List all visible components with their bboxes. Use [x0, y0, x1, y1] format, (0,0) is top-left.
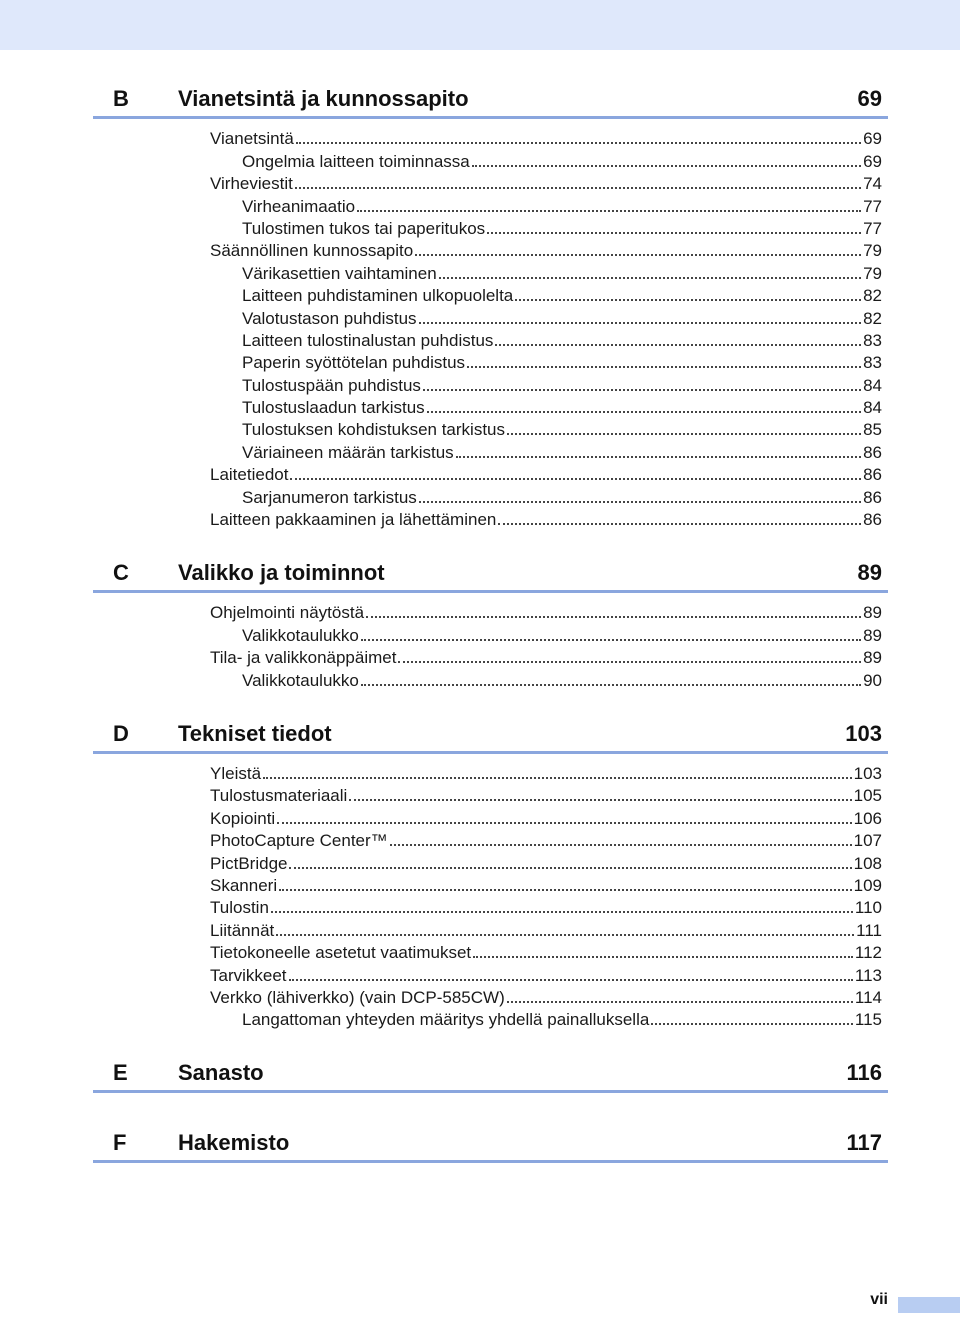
toc-entry-page: 89 — [863, 603, 882, 623]
dot-leader — [349, 799, 851, 801]
toc-entry-page: 86 — [863, 442, 882, 462]
chapter-letter: E — [113, 1060, 128, 1086]
chapter-title: Vianetsintä ja kunnossapito — [178, 86, 469, 111]
toc-entry-page: 84 — [863, 375, 882, 395]
dot-leader — [398, 661, 861, 663]
toc-entry-page: 82 — [863, 286, 882, 306]
chapter-title: Tekniset tiedot — [178, 720, 332, 746]
toc-entry[interactable] — [93, 942, 888, 964]
toc-entry-page: 83 — [863, 353, 882, 373]
dot-leader — [361, 684, 861, 686]
toc-entry-page: 79 — [863, 263, 882, 283]
chapter-section — [93, 1128, 888, 1163]
toc-entry-page: 86 — [863, 465, 882, 485]
toc-entry-page: 107 — [853, 831, 882, 851]
dot-leader — [467, 366, 861, 368]
dot-leader — [507, 1001, 853, 1003]
toc-entry[interactable] — [93, 763, 888, 785]
chapter-heading[interactable] — [93, 1058, 888, 1093]
chapter-letter: B — [113, 86, 129, 111]
dot-leader — [423, 389, 861, 391]
toc-entry-text: Virheviestit — [210, 174, 293, 194]
toc-entry[interactable] — [93, 397, 888, 419]
toc-entry-text: Skanneri — [210, 875, 278, 895]
toc-entry[interactable] — [93, 852, 888, 874]
toc-entry[interactable] — [93, 441, 888, 463]
toc-entry-text: Tulostin — [210, 898, 269, 918]
toc-entry-text: Tila- ja valikkonäppäimet — [210, 648, 397, 668]
dot-leader — [472, 165, 861, 167]
dot-leader — [279, 889, 852, 891]
toc-entry[interactable] — [93, 195, 888, 217]
toc-entry-text: Valotustason puhdistus — [242, 308, 417, 328]
toc-entry[interactable] — [93, 785, 888, 807]
toc-entry-text: Langattoman yhteyden määritys yhdellä painalluksella — [242, 1010, 650, 1030]
toc-entry[interactable] — [93, 875, 888, 897]
toc-entry-text: Yleistä — [210, 763, 262, 783]
toc-entry-text: Liitännät — [210, 920, 275, 940]
toc-entry-page: 90 — [863, 670, 882, 690]
page-number: vii — [870, 1291, 888, 1308]
toc-entry-text: PhotoCapture Center™ — [210, 831, 388, 851]
toc-entry[interactable] — [93, 807, 888, 829]
toc-entry-page: 108 — [853, 853, 882, 873]
toc-entry-page: 111 — [856, 920, 882, 940]
toc-entry-text: Ongelmia laitteen toiminnassa — [242, 151, 470, 171]
toc-entry-page: 105 — [853, 786, 882, 806]
toc-entry-page: 84 — [863, 398, 882, 418]
toc-entry-page: 89 — [863, 625, 882, 645]
toc-entry[interactable] — [93, 352, 888, 374]
dot-leader — [487, 232, 861, 234]
toc-entry[interactable] — [93, 330, 888, 352]
toc-entry-page: 89 — [863, 648, 882, 668]
dot-leader — [361, 639, 861, 641]
toc-entry[interactable] — [93, 262, 888, 284]
toc-entry-page: 103 — [853, 763, 882, 783]
chapter-title: Hakemisto — [178, 1130, 290, 1156]
dot-leader — [651, 1023, 853, 1025]
toc-entry-text: Tulostuksen kohdistuksen tarkistus — [242, 420, 505, 440]
chapter-section — [93, 558, 888, 692]
dot-leader — [290, 478, 861, 480]
table-of-contents — [93, 84, 888, 1172]
toc-entry[interactable] — [93, 486, 888, 508]
toc-entry-page: 110 — [854, 898, 882, 918]
toc-entry-text: Ohjelmointi näytöstä — [210, 603, 365, 623]
chapter-heading[interactable] — [93, 719, 888, 754]
dot-leader — [271, 911, 853, 913]
toc-entry[interactable] — [93, 919, 888, 941]
chapter-page-number: 116 — [846, 1060, 882, 1086]
dot-leader — [366, 616, 861, 618]
toc-entry[interactable] — [93, 830, 888, 852]
header-band — [0, 0, 960, 50]
toc-entry[interactable] — [93, 218, 888, 240]
toc-entry-page: 113 — [854, 965, 882, 985]
dot-leader — [415, 254, 861, 256]
dot-leader — [456, 456, 861, 458]
toc-entry[interactable] — [93, 509, 888, 531]
toc-entry-text: Kopiointi — [210, 808, 276, 828]
dot-leader — [289, 867, 851, 869]
toc-entry[interactable] — [93, 987, 888, 1009]
chapter-page-number: 103 — [845, 720, 882, 746]
chapter-heading[interactable] — [93, 84, 888, 119]
chapter-page-number: 69 — [857, 86, 882, 111]
toc-entry[interactable] — [93, 624, 888, 646]
footer-tab — [898, 1297, 960, 1313]
toc-entry-page: 115 — [854, 1010, 882, 1030]
toc-entry-text: Tulostuspään puhdistus — [242, 375, 421, 395]
toc-entry-page: 86 — [863, 487, 882, 507]
toc-entry[interactable] — [93, 464, 888, 486]
toc-entry-text: Sarjanumeron tarkistus — [242, 487, 417, 507]
toc-entry-page: 77 — [863, 196, 882, 216]
toc-entry-text: PictBridge — [210, 853, 288, 873]
toc-entry-text: Vianetsintä — [210, 129, 294, 149]
chapter-section — [93, 719, 888, 1032]
toc-entry[interactable] — [93, 602, 888, 624]
toc-entry[interactable] — [93, 128, 888, 150]
dot-leader — [439, 277, 861, 279]
chapter-heading[interactable] — [93, 1128, 888, 1163]
toc-entry[interactable] — [93, 669, 888, 691]
dot-leader — [473, 956, 853, 958]
toc-entry[interactable] — [93, 897, 888, 919]
toc-entry-text: Tulostusmateriaali — [210, 786, 348, 806]
toc-entry-text: Laitetiedot — [210, 465, 289, 485]
dot-leader — [390, 844, 852, 846]
toc-entry-page: 74 — [863, 174, 882, 194]
toc-entry-text: Säännöllinen kunnossapito — [210, 241, 414, 261]
chapter-section — [93, 84, 888, 531]
toc-entry-text: Tarvikkeet — [210, 965, 287, 985]
toc-entry-page: 85 — [863, 420, 882, 440]
dot-leader — [507, 433, 861, 435]
toc-entry[interactable] — [93, 374, 888, 396]
chapter-letter: C — [113, 560, 129, 586]
toc-entry-page: 69 — [863, 151, 882, 171]
toc-entry-page: 77 — [863, 218, 882, 238]
toc-entry-text: Virheanimaatio — [242, 196, 356, 216]
dot-leader — [515, 299, 861, 301]
toc-entry[interactable] — [93, 173, 888, 195]
toc-entry[interactable] — [93, 150, 888, 172]
toc-entry-page: 112 — [854, 943, 882, 963]
toc-entry-page: 83 — [863, 330, 882, 350]
dot-leader — [498, 523, 861, 525]
toc-entry-text: Väriaineen määrän tarkistus — [242, 442, 454, 462]
dot-leader — [295, 187, 861, 189]
toc-entry-page: 79 — [863, 241, 882, 261]
toc-entry-text: Laitteen pakkaaminen ja lähettäminen — [210, 510, 497, 530]
toc-entry-page: 86 — [863, 510, 882, 530]
toc-entry-text: Värikasettien vaihtaminen — [242, 263, 437, 283]
dot-leader — [427, 411, 861, 413]
chapter-heading[interactable] — [93, 558, 888, 593]
toc-entry-page: 106 — [853, 808, 882, 828]
dot-leader — [296, 142, 861, 144]
dot-leader — [277, 822, 851, 824]
toc-entry-text: Valikkotaulukko — [242, 670, 359, 690]
toc-entry-page: 82 — [863, 308, 882, 328]
dot-leader — [357, 210, 861, 212]
dot-leader — [495, 344, 861, 346]
toc-entry-text: Tietokoneelle asetetut vaatimukset — [210, 943, 472, 963]
toc-entry-page: 109 — [853, 875, 882, 895]
chapter-page-number: 117 — [846, 1130, 882, 1156]
dot-leader — [419, 322, 862, 324]
dot-leader — [419, 501, 861, 503]
toc-entry-page: 114 — [854, 987, 882, 1007]
toc-entry[interactable] — [93, 419, 888, 441]
chapter-letter: F — [113, 1130, 127, 1156]
dot-leader — [263, 777, 852, 779]
toc-entry-text: Verkko (lähiverkko) (vain DCP-585CW) — [210, 987, 505, 1007]
toc-entry[interactable] — [93, 647, 888, 669]
dot-leader — [289, 979, 853, 981]
toc-entry[interactable] — [93, 285, 888, 307]
chapter-letter: D — [113, 720, 129, 746]
dot-leader — [276, 934, 854, 936]
toc-entry[interactable] — [93, 1009, 888, 1031]
toc-entry-page: 69 — [863, 129, 882, 149]
toc-entry-text: Valikkotaulukko — [242, 625, 359, 645]
toc-entry[interactable] — [93, 240, 888, 262]
chapter-title: Valikko ja toiminnot — [178, 560, 385, 586]
toc-entry-text: Laitteen puhdistaminen ulkopuolelta — [242, 286, 514, 306]
chapter-title: Sanasto — [178, 1060, 264, 1086]
toc-entry-text: Tulostimen tukos tai paperitukos — [242, 218, 486, 238]
toc-entry[interactable] — [93, 964, 888, 986]
toc-entry-text: Laitteen tulostinalustan puhdistus — [242, 330, 494, 350]
toc-entry-text: Tulostuslaadun tarkistus — [242, 398, 425, 418]
chapter-page-number: 89 — [857, 560, 882, 586]
toc-entry[interactable] — [93, 307, 888, 329]
chapter-section — [93, 1058, 888, 1093]
toc-entry-text: Paperin syöttötelan puhdistus — [242, 353, 466, 373]
